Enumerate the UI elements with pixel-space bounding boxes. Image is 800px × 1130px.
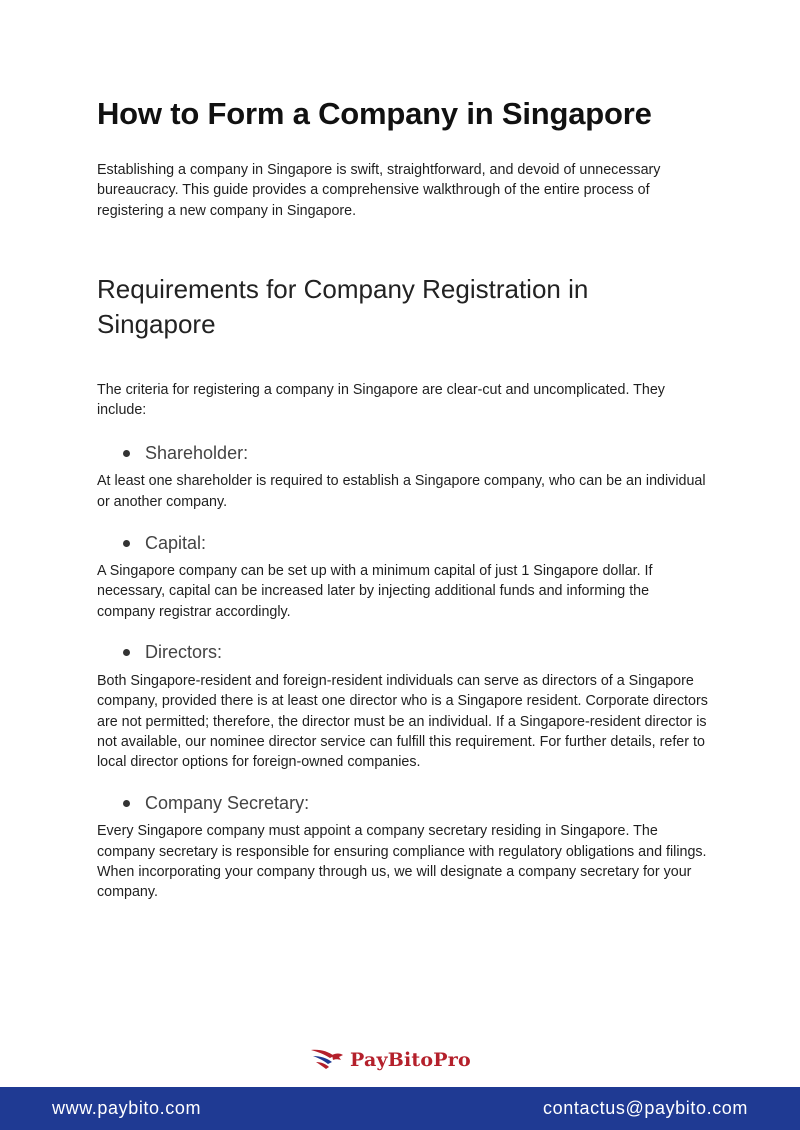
requirement-heading xyxy=(97,440,709,466)
requirements-list xyxy=(97,440,709,902)
requirement-label: Directors: xyxy=(145,642,223,663)
requirement-company-secretary xyxy=(97,790,709,902)
intro-paragraph: Establishing a company in Singapore is swift, straightforward, and devoid of unnecessary bureaucracy. This guide provides a comprehensive walkthrough of the entire process of registering a new company in Singapore. xyxy=(97,162,661,219)
bullet-icon xyxy=(123,649,130,656)
requirement-shareholder xyxy=(97,440,709,512)
brand-logo xyxy=(310,1043,471,1077)
requirement-text: Both Singapore-resident and foreign-resident individuals can serve as directors of a Singapore company, provided there is at least one director who is a Singapore resident. Corporate directors are not permitted; therefore, the director must be an individual. If a Singapore-resident director is not available, our nominee director service can fulfill this requirement. For further details, refer to local director options for foreign-owned companies. xyxy=(97,672,708,771)
bullet-icon xyxy=(123,800,130,807)
requirement-heading xyxy=(97,530,709,556)
footer-website-link[interactable]: www.paybito.com xyxy=(52,1098,202,1118)
requirement-label: Capital: xyxy=(145,532,207,553)
bullet-icon xyxy=(123,450,130,457)
requirement-label: Shareholder: xyxy=(145,442,249,463)
requirement-heading xyxy=(97,790,709,816)
footer-email-link[interactable]: contactus@paybito.com xyxy=(543,1098,748,1118)
document-content xyxy=(97,92,709,903)
section-heading: Requirements for Company Registration in Singapore xyxy=(97,273,589,339)
requirement-heading xyxy=(97,640,709,666)
requirement-text: Every Singapore company must appoint a company secretary residing in Singapore. The company secretary is responsible for ensuring compliance with regulatory obligations and filings. When incorporating your company through us, we will designate a company secretary for your company. xyxy=(97,823,707,901)
page-title: How to Form a Company in Singapore xyxy=(97,96,652,131)
requirement-directors xyxy=(97,640,709,772)
requirement-label: Company Secretary: xyxy=(145,792,310,813)
bullet-icon xyxy=(123,540,130,547)
paybito-wing-logo-icon xyxy=(310,1047,344,1073)
requirement-text: A Singapore company can be set up with a minimum capital of just 1 Singapore dollar. If necessary, capital can be increased later by injecting additional funds and informing the company registrar accordingly. xyxy=(97,563,653,620)
requirement-text: At least one shareholder is required to establish a Singapore company, who can be an individual or another company. xyxy=(97,473,706,510)
requirements-intro: The criteria for registering a company in Singapore are clear-cut and uncomplicated. They include: xyxy=(97,381,665,419)
footer-bar xyxy=(0,1087,800,1130)
requirement-capital xyxy=(97,530,709,622)
brand-name: PayBitoPro xyxy=(350,1049,471,1071)
